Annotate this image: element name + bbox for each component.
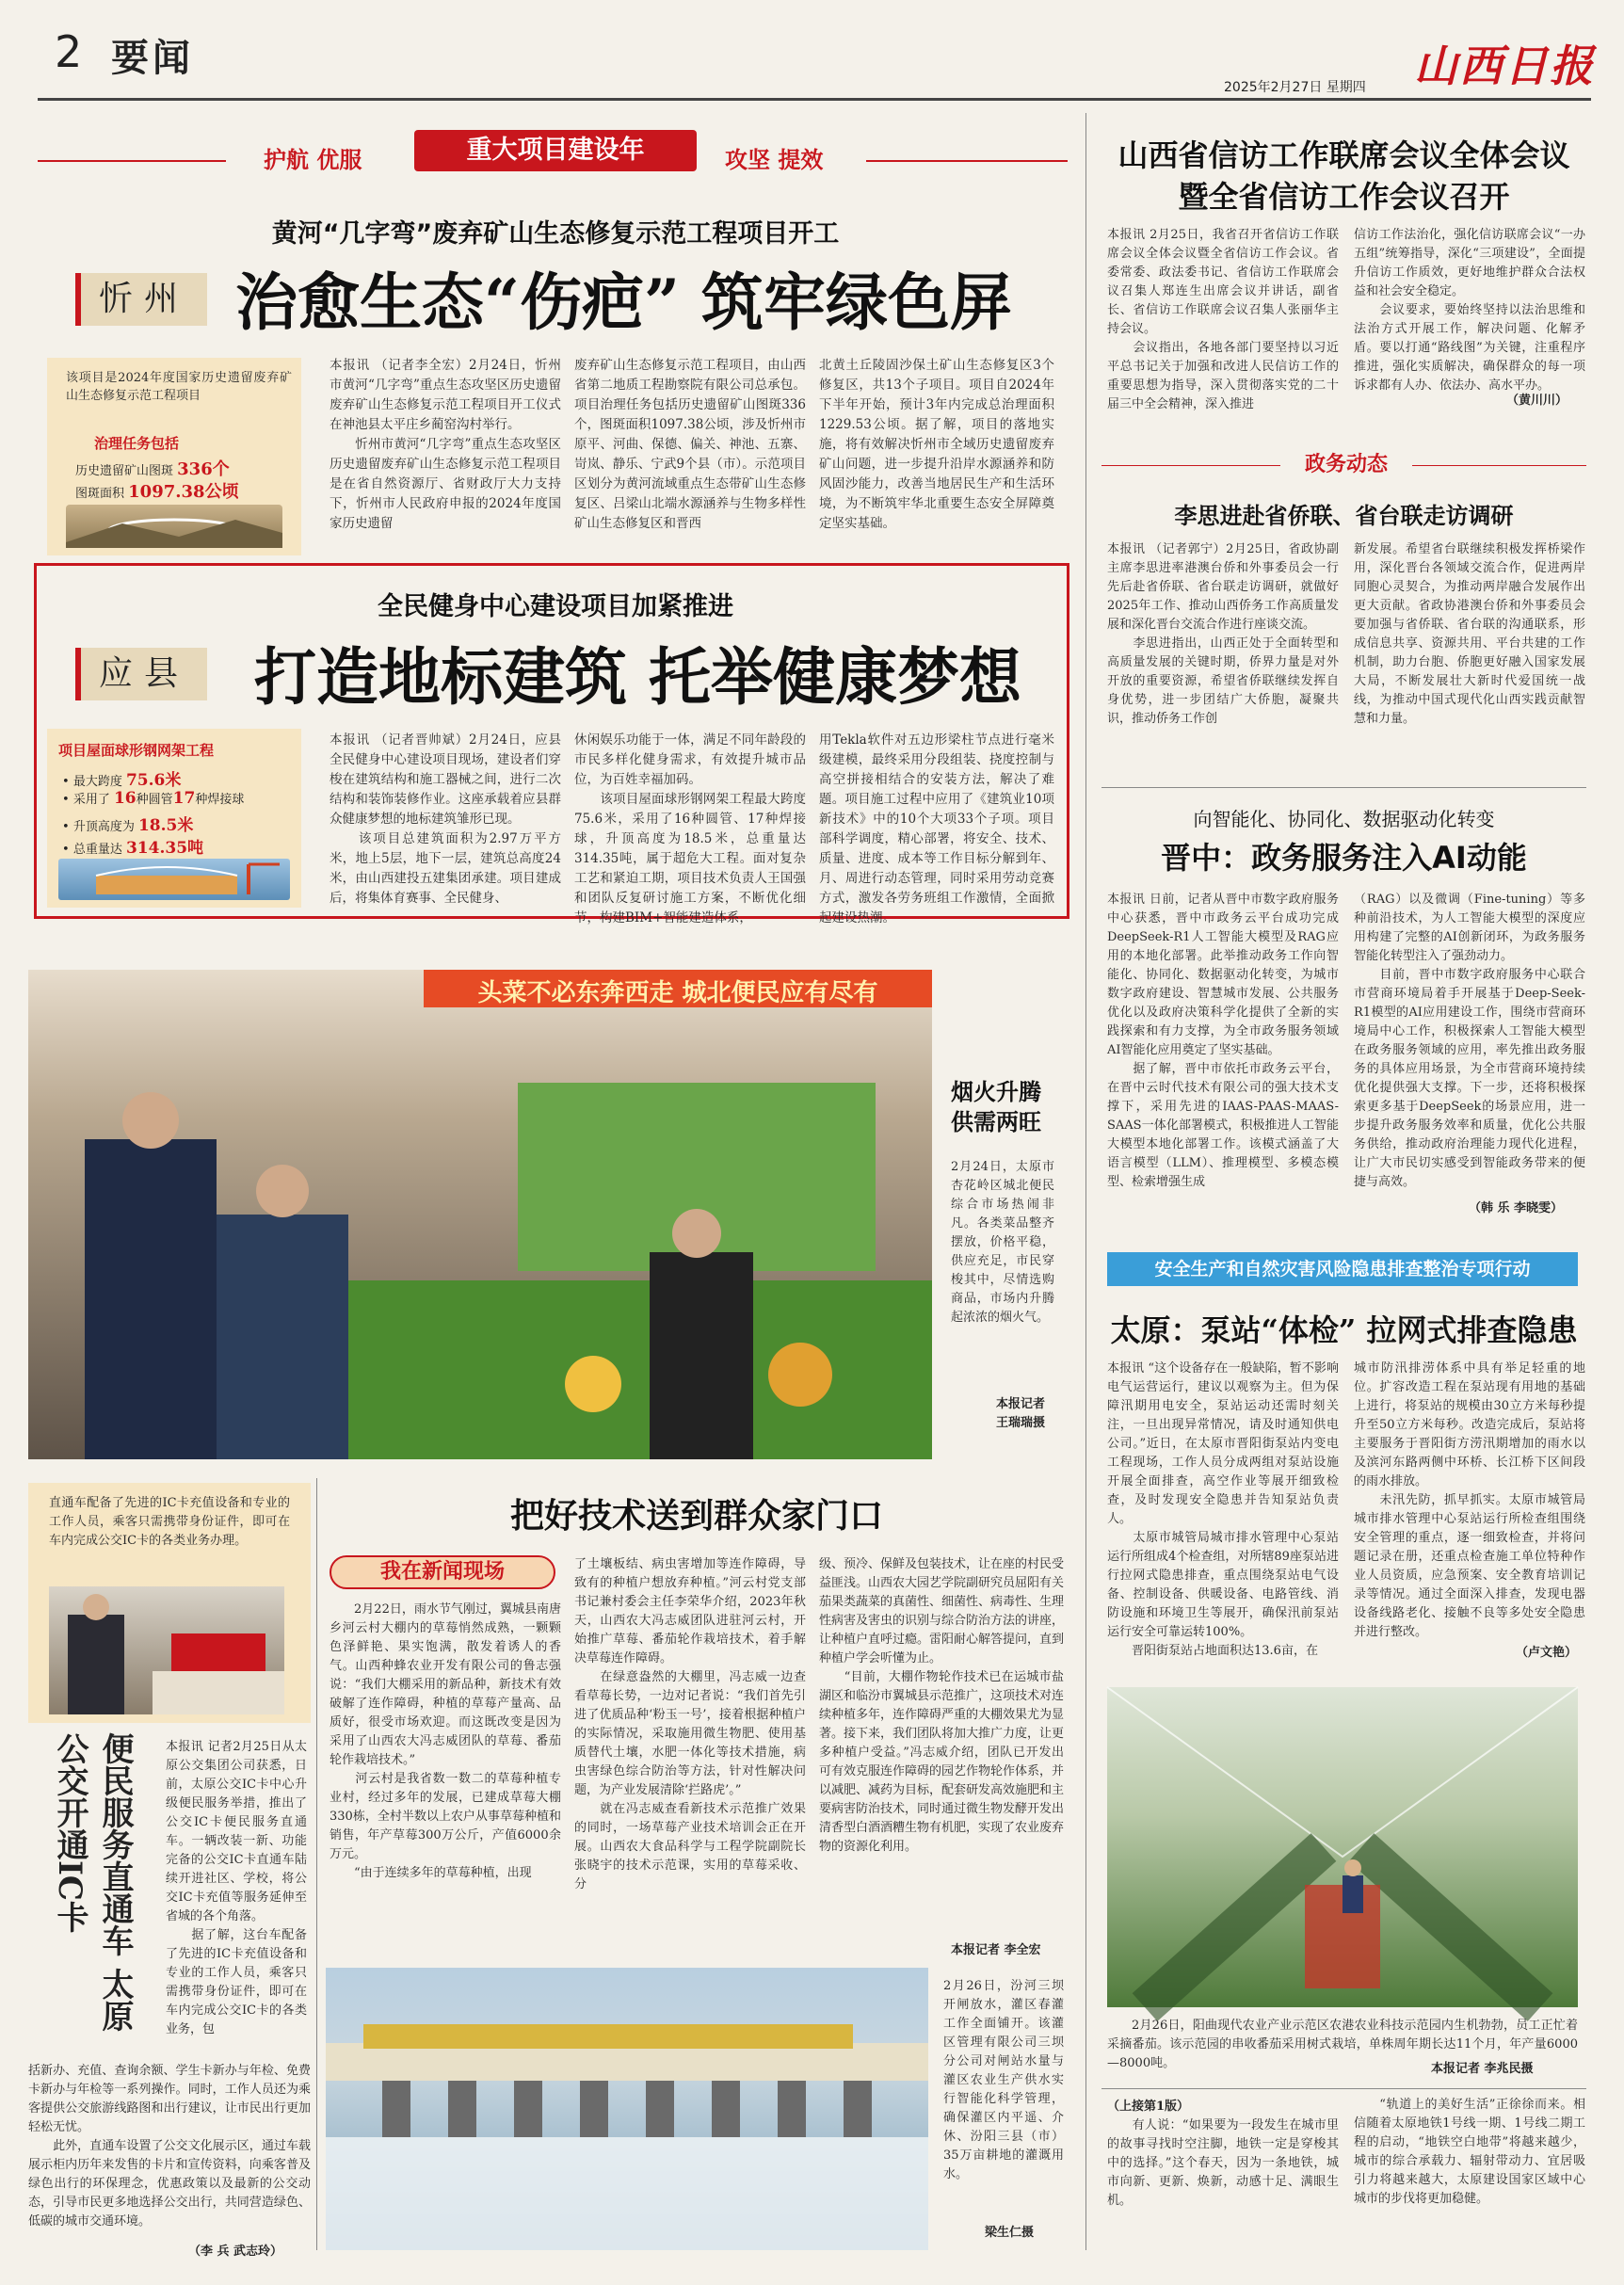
story-r4-headline: 太原：泵站“体检” 拉网式排查隐患: [1110, 1312, 1578, 1348]
bus-info-text: 直通车配备了先进的IC卡充值设备和专业的工作人员，乘客只需携带身份证件，即可在车内完成公交IC卡的各类业务办理。: [49, 1496, 290, 1548]
story-r4-col1: 本报讯 “这个设备存在一般缺陷，暂不影响电气运营运行，建议以观察为主。但为保障汛期用电安全，泵站运动还需时刻关注，一旦出现异常情况，请及时通知供电公司。”近日，在太原市晋阳街泵站内变电工程现场，工作人员分成两组对泵站设施开展全面排查，高空作业等展开细致检查，及时发现安全隐患并告知泵站负责人。 太原市城管局城市排水管理中心泵站运行所组成4个检查组，对所辖89座泵站进行拉网式隐患排查，重点围绕泵站电气设备、控制设备、供暖设备、电路管线、消防设施和环境卫生等展开，确保汛前泵站运行安全可靠运转100%。 晋阳街泵站占地面积达13.6亩，在: [1107, 1361, 1339, 1658]
story2-info-v2a: 16: [113, 789, 137, 808]
story-r3-headline: 晋中：政务服务注入AI动能: [1161, 840, 1527, 876]
story2-info-r3: • 升顶高度为 18.5米: [62, 816, 194, 835]
story1-city: 忻州: [98, 280, 189, 318]
story2-col2: 休闲娱乐功能于一体，满足不同年龄段的市民多样化健身需求，有效提升城市品位，为百姓幸福加码。 该项目屋面球形钢网架工程最大跨度75.6米，采用了16种圆管、17种焊接球，升顶高度为18.5米，总重量达314.35吨，属于超危大工程。面对复杂工艺和紧迫工期，项目技术负责人王国强和团队反复研讨施工方案，不断优化细节，构建BIM+智能建造体系，: [574, 732, 806, 925]
story2-info-r2c: 种焊接球: [195, 793, 245, 807]
page-number: 2: [55, 26, 83, 77]
story1-info-intro: 该项目是2024年度国家历史遗留废弃矿山生态修复示范工程项目: [66, 371, 292, 403]
story2-info-v4: 314.35吨: [125, 839, 204, 858]
tech-col1: 2月22日，雨水节气刚过，翼城县南唐乡河云村大棚内的草莓悄然成熟，一颗颗色泽鲜艳、果实饱满，散发着诱人的香气。山西种蜂农业开发有限公司的鲁志强说：“我们大棚采用的新品种，新技术有效破解了连作障碍，种植的草莓产量高、品质好，很受市场欢迎。而这既改变是因为采用了山西农大冯志威团队的草莓、番茄轮作栽培技术。” 河云村是我省数一数二的草莓种植专业村，经过多年的发展，已建成草莓大棚330栋，全村半数以上农户从事草莓种植和销售，年产草莓300万公斤，产值6000余万元。 “由于连续多年的草莓种植，出现: [330, 1602, 561, 1880]
paper-logo: 山西日报: [1414, 40, 1595, 91]
tech-byline: 本报记者 李全宏: [951, 1943, 1041, 1957]
market-illustration: [28, 970, 932, 1459]
story-r1-byline: （黄川川）: [1506, 394, 1568, 408]
story2-info-title: 项目屋面球形钢网架工程: [58, 742, 215, 759]
market-sidebar: [932, 970, 1069, 1459]
bus-byline: （李 兵 武志玲）: [188, 2245, 283, 2259]
story-r4-tag-text: 安全生产和自然灾害风险隐患排查整治专项行动: [1154, 1259, 1531, 1279]
story-r4-tagbar: [1107, 1252, 1578, 1286]
story2-col1: 本报讯 （记者晋帅斌）2月24日，应县全民健身中心建设项目现场，建设者们穿梭在建筑结构和施工器械之间，进行二次结构和装饰装修作业。这座承载着应县群众健康梦想的地标建筑雏形已现。 该项目总建筑面积为2.97万平方米，地上5层，地下一层，建筑总高度24米，由山西建投五建集团承建。项目建成后，将集体育赛事、全民健身、: [330, 732, 561, 906]
story1-info-row2: [75, 478, 239, 503]
story2-info-v2b: 17: [172, 789, 196, 808]
story-r3-kicker: 向智能化、协同化、数据驱动化转变: [1193, 808, 1495, 830]
story-r2-tag-text: 政务动态: [1304, 453, 1388, 476]
story1-info-n1: 336个: [177, 459, 230, 479]
dam-illustration: [326, 1968, 928, 2250]
tech-col3: 级、预冷、保鲜及包装技术，让在座的村民受益匪浅。山西农大园艺学院副研究员屈阳有关茄果类蔬菜的真菌性、细菌性、病毒性、生理性病害及害虫的识别与综合防治方法的讲座，让种植户直呼过瘾。雷阳耐心解答提问，直到种植户学会听懂为止。 “目前，大棚作物轮作技术已在运城市盐湖区和临汾市翼城县示范推广，这项技术对连续种植多年，连作障碍严重的大棚效果尤为显著。接下来，我们团队将加大推广力度，让更多种植户受益。”冯志威介绍，团队已开发出可有效克服连作障碍的园艺作物轮作体系，并以减肥、减药为目标，配套研发高效施肥和主要病害防治技术，同时通过微生物发酵开发出清香型白酒酒糟生物有机肥，实现了农业废弃物的资源化利用。: [819, 1557, 1065, 1854]
section-title: 要闻: [111, 36, 194, 80]
bus-col-a: 本报讯 记者2月25日从太原公交集团公司获悉，日前，太原公交IC卡中心升级便民服务举措，推出了公交IC卡便民服务直通车。一辆改装一新、功能完备的公交IC卡直通车陆续开进社区、学校，将公交IC卡充值等服务延伸至省城的各个角落。 据了解，这台车配备了先进的IC卡充值设备和专业的工作人员，乘客只需携带身份证件，即可在车内完成公交IC卡的各类业务，包: [166, 1740, 307, 2036]
story2-info-r3-label: 升顶高度为: [72, 820, 135, 834]
story1-info-image: [66, 505, 282, 548]
greenhouse-illustration: [1107, 1687, 1578, 2007]
market-title2: 供需两旺: [951, 1109, 1041, 1135]
masthead-rule: [38, 98, 1591, 101]
banner-left: 护航 优服: [264, 147, 362, 173]
dam-byline: 梁生仁摄: [985, 2226, 1035, 2240]
story-r4-col2: 城市防汛排涝体系中具有举足轻重的地位。扩容改造工程在泵站现有用地的基础上进行，将泵站的规模由30立方米每秒提升至50立方米每秒。改造完成后，泵站将主要服务于晋阳街方涝汛期增加的雨水以及滨河东路两侧中环桥、长江桥下区间段的雨水排放。 未汛先防，抓早抓实。太原市城管局城市排水管理中心泵站运行所检查组围绕安全管理的重点，逐一细致检查，并将问题记录在册，还重点检查施工单位特种作业人员资质，应急预案、安全教育培训记录等情况。通过全面深入排查，发现电器设备线路老化、接触不良等多处安全隐患并进行整改。: [1354, 1361, 1585, 1639]
story2-info-r1: • 最大跨度 75.6米: [62, 771, 182, 790]
story2-info-v1: 75.6米: [125, 771, 182, 790]
bus-divider: [316, 1478, 317, 2250]
dam-sidebar: [928, 1968, 1069, 2250]
story2-info-r2b: 种圆管: [136, 793, 173, 807]
story1-city-badge: [75, 273, 207, 326]
bus-infobox: [28, 1483, 311, 1723]
story1-col3: 北黄土丘陵固沙保土矿山生态修复区3个修复区，共13个子项目。项目自2024年下半年开始，预计3年内完成总治理面积1229.53公顷。据了解，项目的落地实施，将有效解决忻州市全域历史遗留废弃矿山问题，进一步提升沿岸水源涵养和防风固沙能力，改善当地居民生产和生活环境，为不断筑牢华北重要生态安全屏障奠定坚实基础。: [819, 358, 1054, 531]
story2-info-r2-label: 采用了: [72, 793, 110, 807]
story1-info-label: 治理任务包括: [94, 435, 180, 452]
market-title1: 烟火升腾: [951, 1079, 1041, 1105]
story2-info-r4: • 总重量达 314.35吨: [62, 839, 204, 858]
story1-info-n2: 1097.38公顷: [128, 482, 239, 502]
story2-info-r1-label: 最大跨度: [72, 775, 122, 789]
story2-info-image: [58, 859, 290, 900]
tech-col2: 了土壤板结、病虫害增加等连作障碍，导致有的种植户想放弃种植。”河云村党支部书记兼村委会主任李荣华介绍，2023年秋天，山西农大冯志威团队进驻河云村，开始推广草莓、番茄轮作栽培技术，着手解决草莓连作障碍。 在绿意盎然的大棚里，冯志威一边查看草莓长势，一边对记者说：“我们首先引进了优质品种‘粉玉一号’，接着根据种植户的实际情况，采取施用微生物肥、使用基质替代土壤，水肥一体化等技术措施，病虫害绿色综合防治等方法，针对性解决问题，为产业发展清除‘拦路虎’。” 就在冯志威查看新技术示范推广效果的同时，一场草莓产业技术培训会正在开展。山西农大食品科学与工程学院副院长张晓宇的技术示范课，实用的草莓采收、分: [574, 1557, 806, 1891]
bus-interior-illustration: [49, 1586, 284, 1714]
story-r1-col2: 信访工作法治化，强化信访联席会议“一办五组”统筹指导，深化“三项建设”，全面提升信访工作质效，更好地维护群众合法权益和社会安全稳定。 会议要求，要始终坚持以法治思维和法治方式开展工作，解决问题、化解矛盾。要以打通“路线图”为关键，注重程序推进，强化实质解决，确保群众的每一项诉求都有人办、依法办、高水平办。: [1354, 228, 1585, 393]
market-byline1: 本报记者: [996, 1397, 1046, 1411]
story-r2-tag: [1280, 448, 1412, 482]
story2-headline: 打造地标建筑 托举健康梦想: [254, 640, 1021, 714]
story-r4-byline: （卢文艳）: [1516, 1646, 1578, 1660]
bottom-cont-label: （上接第1版）: [1107, 2100, 1190, 2114]
greenhouse-byline: 本报记者 李兆民摄: [1431, 2062, 1534, 2076]
market-photo: [28, 970, 932, 1459]
bus-photo: [49, 1586, 284, 1714]
banner-center: 重大项目建设年: [414, 130, 697, 171]
greenhouse-caption: 2月26日，阳曲现代农业产业示范区农港农业科技示范园内生机勃勃，员工正忙着采摘番茄。该示范园的串收番茄采用树式栽培，单株周年期长达11个月，年产量6000—8000吨。: [1107, 2019, 1578, 2070]
market-sign: 头菜不必东奔西走 城北便民应有尽有: [477, 979, 878, 1007]
dam-photo: [326, 1968, 928, 2250]
banner-rule-right: [866, 160, 1068, 162]
story1-kicker: 黄河“几字弯”废弃矿山生态修复示范工程项目开工: [271, 219, 840, 249]
right-rule-2: [1101, 2088, 1586, 2089]
dam-caption: 2月26日，汾河三坝开闸放水，灌区春灌工作全面铺开。该灌区管理有限公司三坝分公司对闸站水量与灌区农业生产供水实行智能化科学管理，确保灌区内平遥、介休、汾阳三县（市）35万亩耕地的灌溉用水。: [943, 1979, 1064, 2181]
greenhouse-photo: [1107, 1687, 1578, 2007]
story2-info-r2: • 采用了 16种圆管17种焊接球: [62, 789, 245, 808]
tech-tag-text: 我在新闻现场: [379, 1560, 505, 1584]
bus-vertical-headline: 便民服务直通车 太原公交开通IC卡: [51, 1732, 134, 2032]
story2-info-r4-label: 总重量达: [72, 843, 122, 857]
story2-kicker: 全民健身中心建设项目加紧推进: [378, 592, 733, 621]
market-caption: 2月24日，太原市杏花岭区城北便民综合市场热闹非凡。各类菜品整齐摆放，价格平稳，供应充足，市民穿梭其中，尽情选购商品，市场内升腾起浓浓的烟火气。: [951, 1160, 1054, 1325]
story2-infobox: [47, 729, 301, 908]
banner-right: 攻坚 提效: [725, 147, 824, 173]
tech-tag: [330, 1555, 555, 1589]
story2-city-badge: [75, 648, 207, 700]
issue-date: 2025年2月27日 星期四: [1224, 80, 1366, 95]
tech-headline: 把好技术送到群众家门口: [509, 1496, 883, 1536]
story-r3-col2: （RAG）以及微调（Fine-tuning）等多种前沿技术，为人工智能大模型的深度应用构建了完整的AI创新闭环，为政务服务智能化转型注入了强劲动力。 目前，晋中市数字政府服务中心联合市营商环境局着手开展基于Deep-Seek-R1模型的AI应用建设工作，围绕市营商环境局中心工作，积极探索人工智能大模型在政务服务领域的应用，率先推出政务服务的具体应用场景，为全市营商环境持续优化提供强大支撑。下一步，还将积极探索更多基于DeepSeek的场景应用，进一步提升政务服务效率和质量，优化公共服务供给，推动政府治理能力现代化进程，让广大市民切实感受到智能政务带来的便捷与高效。: [1354, 893, 1585, 1189]
story1-info-r1-label: 历史遗留矿山图斑: [75, 464, 174, 478]
story-r2-headline: 李思进赴省侨联、省台联走访调研: [1174, 502, 1514, 529]
story2-info-v3: 18.5米: [137, 816, 194, 835]
story1-info-r2-label: 图斑面积: [75, 487, 125, 501]
quarry-illustration: [66, 505, 282, 548]
story-r1-headline1: 山西省信访工作联席会议全体会议: [1118, 137, 1570, 173]
story-r1-col1: 本报讯 2月25日，我省召开省信访工作联席会议全体会议暨全省信访工作会议。省委常委、政法委书记、省信访工作联席会议召集人郑连生出席会议并讲话，副省长、省信访工作联席会议召集人张丽华主持会议。 会议指出，各地各部门要坚持以习近平总书记关于加强和改进人民信访工作的重要思想为指导，深入贯彻落实党的二十届三中全会精神，深入推进: [1107, 228, 1339, 411]
story1-headline: 治愈生态“伤疤” 筑牢绿色屏: [235, 266, 1012, 339]
right-divider: [1085, 113, 1086, 2250]
story1-infobox: [47, 358, 301, 555]
story1-info-row1: [75, 456, 230, 480]
bus-col-b: 括新办、充值、查询余额、学生卡新办与年检、免费卡新办与年检等一系列操作。同时，工作人员还为乘客提供公交旅游线路图和出行建议，让市民出行更加轻松无忧。 此外，直通车设置了公交文化展示区，通过车载展示柜内历年来发售的卡片和宣传资料，向乘客普及绿色出行的环保理念，优惠政策以及最新的公交动态，引导市民更多地选择公交出行，共同营造绿色、低碳的城市交通环境。: [28, 2064, 311, 2229]
bottom-col1: 有人说：“如果要为一段发生在城市里的故事寻找时空注脚，地铁一定是穿梭其中的选择。”这个春天，因为一条地铁，城市向新、更新、焕新，动感十足、满眼生机。: [1107, 2118, 1339, 2208]
story-r2-col2: 新发展。希望省台联继续积极发挥桥梁作用，深化晋台各领域交流合作，促进两岸同胞心灵契合，为推动两岸融合发展作出更大贡献。省政协港澳台侨和外事委员会要加强与省侨联、省台联的沟通联系，形成信息共享、资源共用、平台共建的工作机制，助力台胞、侨胞更好融入国家发展大局，不断发展壮大新时代爱国统一战线，为推动中国式现代化山西实践贡献智慧和力量。: [1354, 542, 1585, 726]
story-r3-col1: 本报讯 日前，记者从晋中市数字政府服务中心获悉，晋中市政务云平台成功完成DeepSeek-R1人工智能大模型及RAG应用的本地化部署。此举推动政务工作向智能化、协同化、数据驱动化转变，为城市数字政府建设、智慧城市发展、公共服务优化以及政府决策科学化提供了全新的实践探索和有力支撑，为全市政务服务领域AI智能化应用奠定了坚实基础。 据了解，晋中市依托市政务云平台，在晋中云时代技术有限公司的强大技术支撑下，采用先进的IAAS-PAAS-MAAS-SAAS一体化部署模式，积极推进人工智能大模型本地化部署工作。该模式涵盖了大语言模型（LLM）、推理模型、多模态模型、检索增强生成: [1107, 893, 1339, 1189]
story-r2-col1: 本报讯 （记者郭宁）2月25日，省政协副主席李思进率港澳台侨和外事委员会一行先后赴省侨联、省台联走访调研，就做好2025年工作、推动山西侨务工作高质量发展和深化晋台交流合作进行座谈交流。 李思进指出，山西正处于全面转型和高质量发展的关键时期，侨界力量是对外开放的重要资源，希望省侨联继续发挥自身优势，进一步团结广大侨胞，凝聚共识，推动侨务工作创: [1107, 542, 1339, 726]
story-r3-byline: （韩 乐 李晓雯）: [1469, 1201, 1564, 1215]
bottom-col2: “轨道上的美好生活”正徐徐而来。相信随着太原地铁1号线一期、1号线二期工程的启动，“地铁空白地带”将越来越少，城市的综合承载力、辐射带动力、宜居吸引力将越来越大，太原建设国家区域中心城市的步伐将更加稳健。: [1354, 2098, 1585, 2206]
banner: [226, 132, 866, 175]
story2-city: 应县: [98, 654, 189, 693]
story1-col1: 本报讯 （记者李全宏）2月24日，忻州市黄河“几字弯”重点生态攻坚区历史遗留废弃矿山生态修复示范工程项目开工仪式在神池县太平庄乡蔺窑沟村举行。 忻州市黄河“几字弯”重点生态攻坚区历史遗留废弃矿山生态修复示范工程项目是在省自然资源厅、省财政厅大力支持下，忻州市人民政府申报的2024年度国家历史遗留: [330, 358, 561, 531]
construction-illustration: [58, 859, 290, 900]
market-byline2: 王瑞瑞摄: [996, 1416, 1046, 1430]
story-r1-headline2: 暨全省信访工作会议召开: [1178, 179, 1510, 215]
story2-col3: 用Tekla软件对五边形梁柱节点进行毫米级建模，最终采用分段组装、挠度控制与高空拼接相结合的安装方法，解决了难题。项目施工过程中应用了《建筑业10项新技术》中的10个大项33个子项。项目部科学调度，精心部署，将安全、技术、质量、进度、成本等工作目标分解到年、月、周进行动态管理，同时采用劳动竞赛方式，激发各劳务班组工作激情，全面掀起建设热潮。: [819, 732, 1054, 925]
banner-rule-left: [38, 160, 226, 162]
right-rule-1: [1101, 787, 1586, 788]
story1-col2: 废弃矿山生态修复示范工程项目，由山西省第二地质工程勘察院有限公司总承包。项目治理任务包括历史遗留矿山图斑336个，图斑面积1097.38公顷，涉及忻州市原平、河曲、保德、偏关、神池、五寨、岢岚、静乐、宁武9个县（市）。示范项目区划分为黄河流域重点生态带矿山生态修复区、吕梁山北端水源涵养与生物多样性矿山生态修复区和晋西: [574, 358, 806, 531]
